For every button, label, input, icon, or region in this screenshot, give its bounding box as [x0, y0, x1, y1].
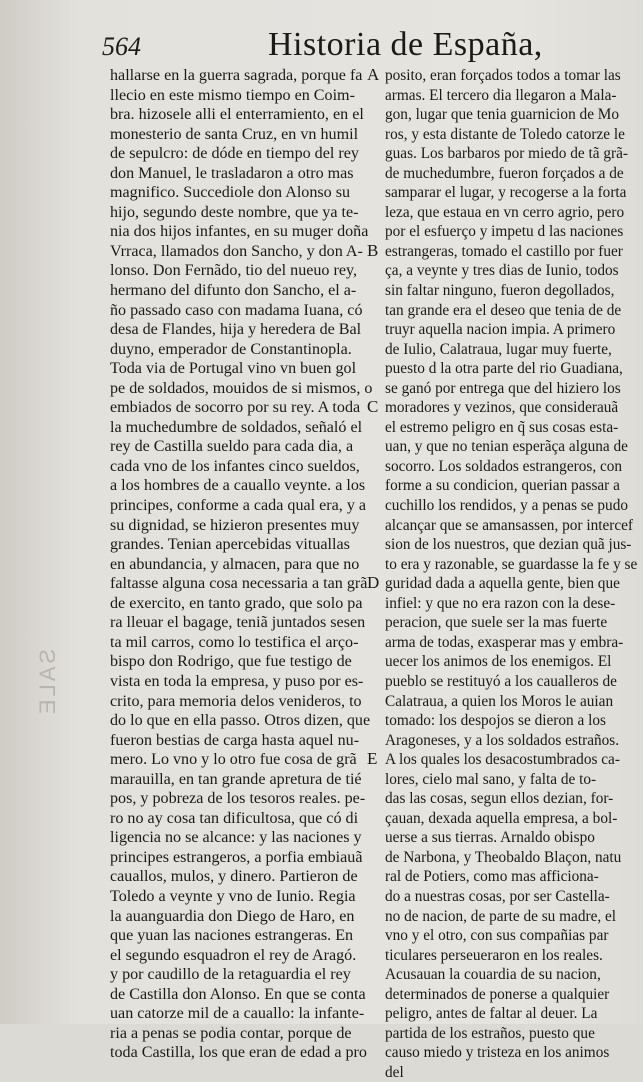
text-line: cuchillo los rendidos, y a penas se pudo — [385, 497, 629, 515]
text-line: cada vno de los infantes cinco sueldos, — [110, 457, 360, 475]
text-line: sin faltar ninguno, fueron degollados, — [385, 282, 615, 300]
text-line: Calatraua, a quien los Moros le auian — [385, 692, 614, 710]
text-line: sion de los nuestros, que dezian quã jus- — [385, 536, 632, 554]
text-line: rey de Castilla sueldo para cada dia, a — [110, 438, 354, 456]
text-line: por el esfuerço y impetu d las naciones — [385, 223, 624, 241]
text-line: ria a penas se podia contar, porque de — [110, 1024, 352, 1042]
text-line: de exercito, en tanto grado, que solo pa — [110, 594, 363, 612]
text-line: hermano del difunto don Sancho, el a- — [110, 282, 357, 300]
text-line: de sepulcro: de dóde en tiempo del rey — [110, 145, 359, 163]
text-line: vno y el otro, con sus compañias par — [385, 927, 609, 945]
margin-marker: C — [367, 397, 379, 417]
text-line: ça, a veynte y tres dias de Iunio, todos — [385, 262, 619, 280]
text-line: de Iulio, Calatraua, lugar muy fuerte, — [385, 340, 612, 358]
margin-marker: A — [367, 65, 380, 84]
right-text-column — [385, 66, 638, 1082]
text-line: çauan, dexada aquella empresa, a bol- — [385, 809, 618, 827]
margin-marker: B — [367, 240, 379, 260]
text-line: uecer los animos de los enemigos. El — [385, 653, 612, 671]
text-line: la muchedumbre de soldados, señaló el — [110, 418, 363, 436]
text-line: uan catorze mil de a cauallo: la infante- — [110, 1005, 365, 1023]
text-line: tomado: los despojos se dieron a los — [385, 712, 606, 730]
text-line: de muchedumbre, fueron forçados a de — [385, 164, 624, 182]
text-line: socorro. Los soldados estrangeros, con — [385, 457, 623, 475]
text-line: pueblo se restituyó a los caualleros de — [385, 672, 617, 690]
text-line: lonso. Don Fernãdo, tio del nueuo rey, — [110, 262, 358, 280]
text-line: Aragoneses, y a los soldados estraños. — [385, 731, 620, 749]
text-line: das las cosas, segun ellos dezian, for- — [385, 790, 614, 808]
text-line: ros, y esta distante de Toledo catorze le — [385, 125, 625, 143]
text-line: Toledo a veynte y vno de Iunio. Regia — [110, 887, 356, 905]
text-line: crito, para memoria delos venideros, to — [110, 692, 362, 710]
text-line: faltasse alguna cosa necessaria a tan grã — [110, 575, 368, 593]
text-line: Vrraca, llamados don Sancho, y don A- — [110, 242, 363, 260]
text-line: que yuan las naciones estrangeras. En — [110, 927, 354, 945]
text-line: pos, y pobreza de los tesoros reales. pe- — [110, 790, 366, 808]
page-number: 564 — [102, 32, 141, 61]
text-line: marauilla, en tan grande apretura de tié — [110, 770, 362, 788]
text-line: grandes. Tenian apercebidas vituallas — [110, 536, 350, 554]
text-line: pe de soldados, mouidos de si mismos, o — [110, 379, 373, 397]
text-line: to era y razonable, se guardasse la fe y se — [385, 555, 638, 573]
text-line: se ganó por entrega que del hiziero los — [385, 379, 621, 397]
text-line: la auanguardia don Diego de Haro, en — [110, 907, 355, 925]
text-line: el estremo peligro en q̃ sus cosas esta- — [385, 418, 619, 436]
text-line: ño passado caso con madama Iuana, có — [110, 301, 363, 319]
text-line: guridad dada a aquella gente, bien que — [385, 575, 620, 593]
text-line: nia dos hijos infantes, en su muger doña — [110, 223, 369, 241]
text-line: cauallos, mulos, y dinero. Partieron de — [110, 868, 358, 886]
text-line: samparar el lugar, y recogerse a la forta — [385, 184, 627, 202]
text-line: lores, cielo mal sano, y falta de to- — [385, 770, 597, 788]
text-line: don Manuel, le trasladaron a otro mas — [110, 164, 354, 182]
text-line: do lo que en ella passo. Otros dizen, que — [110, 712, 371, 730]
text-line: embiados de socorro por su rey. A toda — [110, 399, 361, 417]
text-line: hijo, segundo deste nombre, que ya te- — [110, 203, 359, 221]
text-line: uerse a sus tierras. Arnaldo obispo — [385, 829, 595, 847]
text-line: en abundancia, y almacen, para que no — [110, 555, 360, 573]
text-line: bra. hizosele alli el enterramiento, en el — [110, 106, 364, 124]
text-line: no de nacion, de parte de su madre, el — [385, 907, 617, 925]
text-line: infiel: y que no era razon con la dese- — [385, 594, 616, 612]
margin-marker: D — [367, 573, 380, 593]
text-line: ra lleuar el bagage, teniã juntados sesen — [110, 614, 366, 632]
text-line: forme a su condicion, querian passar a — [385, 477, 620, 495]
text-line: determinados de ponerse a qualquier — [385, 985, 610, 1003]
text-line: uan, y que no tenian esperãça alguna de — [385, 438, 628, 456]
text-line: armas. El tercero dia llegaron a Mala- — [385, 86, 617, 104]
text-line: peligro, antes de faltar al deuer. La — [385, 1005, 598, 1023]
text-line: a los hombres de a cauallo veynte. a los — [110, 477, 366, 495]
text-line: moradores y vezinos, que considerauã — [385, 399, 619, 417]
text-line: ro no ay cosa tan dificultosa, que có di — [110, 809, 359, 827]
text-line: principes estrangeros, a porfia embiauã — [110, 848, 363, 866]
text-line: duyno, emperador de Constantinopla. — [110, 340, 352, 358]
text-line: arma de todas, exasperar mas y embra- — [385, 633, 624, 651]
text-line: partida de los estraños, puesto que — [385, 1024, 595, 1042]
margin-marker: E — [367, 749, 378, 769]
text-line: magnifico. Succediole don Alonso su — [110, 184, 351, 202]
text-line: de Narbona, y Theobaldo Blaçon, natu — [385, 848, 622, 866]
text-line: de Castilla don Alonso. En que se conta — [110, 985, 366, 1003]
text-line: posito, eran forçados todos a tomar las — [385, 67, 621, 84]
text-line: leza, que estaua en vn cerro agrio, pero — [385, 203, 625, 221]
text-line: el segundo esquadron el rey de Aragó. — [110, 946, 357, 964]
text-line: alcançar que se amansassen, por intercef — [385, 516, 634, 534]
text-line: A los quales los desacostumbrados ca- — [385, 751, 620, 769]
text-line: bispo don Rodrigo, que fue testigo de — [110, 653, 352, 671]
text-line: Acusauan la couardia de su nacion, — [385, 966, 601, 984]
text-line: su dignidad, se hizieron presentes muy — [110, 516, 360, 534]
text-line: truyr aquella nacion impia. A primero — [385, 321, 616, 339]
left-text-column — [110, 66, 373, 1063]
text-line: peracion, que suele ser la mas fuerte — [385, 614, 608, 632]
text-line: Toda via de Portugal vino vn buen gol — [110, 360, 357, 378]
text-line: estrangeras, tomado el castillo por fuer — [385, 242, 623, 260]
text-line: y por caudillo de la retaguardia el rey — [110, 966, 351, 984]
text-line: puesto d la otra parte del rio Guadiana, — [385, 360, 623, 378]
running-title: Historia de España, — [268, 26, 543, 63]
text-line: ral de Potiers, como mas afficiona- — [385, 868, 599, 886]
text-line: principes, conforme a cada qual era, y a — [110, 497, 367, 515]
text-line: gon, lugar que tenia guarnicion de Mo — [385, 106, 620, 124]
text-line: hallarse en la guerra sagrada, porque fa — [110, 67, 363, 84]
bleed-through-text: SALE — [35, 648, 61, 718]
text-line: llecio en este mismo tiempo en Coim- — [110, 86, 355, 104]
page-header — [100, 22, 620, 66]
text-line: ligencia no se alcance: y las naciones y — [110, 829, 362, 847]
text-line: desa de Flandes, hija y heredera de Bal — [110, 321, 362, 339]
text-line: causo miedo y tristeza en los animos — [385, 1044, 610, 1062]
text-line: vista en toda la empresa, y puso por es- — [110, 672, 364, 690]
text-line: mero. Lo vno y lo otro fue cosa de grã — [110, 751, 357, 769]
text-line: ta mil carros, como lo testifica el arço- — [110, 633, 359, 651]
text-line: ticulares perseueraron en los reales. — [385, 946, 603, 964]
text-line: monesterio de santa Cruz, en vn humil — [110, 125, 359, 143]
text-line: tan grande era el deseo que tenia de de — [385, 301, 622, 319]
text-line: do a nuestras cosas, por ser Castella- — [385, 887, 610, 905]
text-line: fueron bestias de carga hasta aquel nu- — [110, 731, 360, 749]
text-line: del — [385, 1063, 404, 1081]
text-line: guas. Los barbaros por miedo de tã grã- — [385, 145, 628, 163]
text-line: toda Castilla, los que eran de edad a pro — [110, 1044, 367, 1062]
